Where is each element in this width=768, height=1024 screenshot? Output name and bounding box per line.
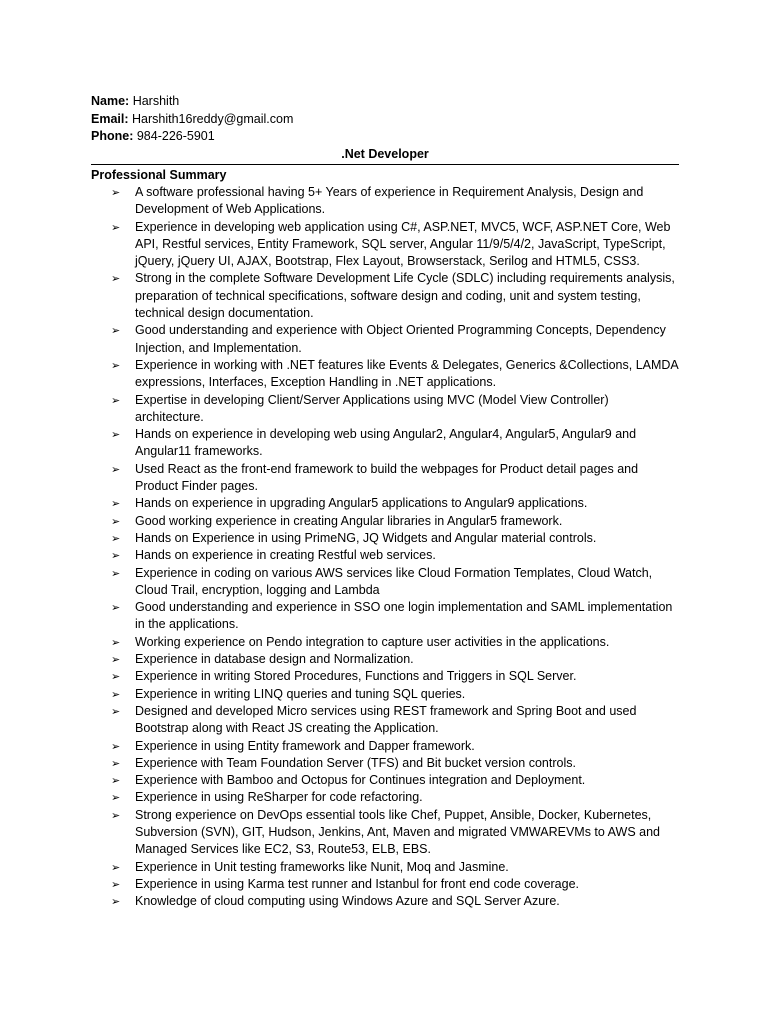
summary-bullet-item [91,859,679,876]
summary-bullet-item [91,495,679,512]
summary-bullet-text: Knowledge of cloud computing using Windows Azure and SQL Server Azure. [135,894,560,909]
arrow-bullet-icon: ➢ [111,739,121,753]
summary-bullet-text: Experience in writing Stored Procedures, Functions and Triggers in SQL Server. [135,669,577,684]
arrow-bullet-icon: ➢ [111,670,121,684]
summary-bullet-text: Working experience on Pendo integration to capture user activities in the applications. [135,634,610,649]
job-title: .Net Developer [341,146,429,161]
summary-bullet-text: Experience in working with .NET features like Events & Delegates, Generics &Collections, LAMDA expressions, Interfaces, Exception Handling in .NET applications. [135,357,679,390]
summary-bullet-text: Expertise in developing Client/Server Applications using MVC (Model View Controller) architecture. [135,392,609,424]
summary-bullet-text: Hands on Experience in using PrimeNG, JQ Widgets and Angular material controls. [135,530,597,545]
summary-bullet-item [91,426,679,461]
arrow-bullet-icon: ➢ [111,462,121,476]
summary-bullet-text: Hands on experience in developing web using Angular2, Angular4, Angular5, Angular9 and Angular11 frameworks. [135,427,637,459]
arrow-bullet-icon: ➢ [111,393,121,407]
resume-page [91,93,679,910]
arrow-bullet-icon: ➢ [111,428,121,442]
summary-bullet-text: Experience in using Entity framework and Dapper framework. [135,738,475,753]
section-title-professional-summary: Professional Summary [91,164,679,184]
arrow-bullet-icon: ➢ [111,186,121,199]
contact-phone [91,128,679,146]
arrow-bullet-icon: ➢ [111,791,121,805]
summary-bullet-item [91,703,679,738]
summary-bullet-text: Experience in Unit testing frameworks like Nunit, Moq and Jasmine. [135,859,509,874]
email-label: Email: [91,111,129,126]
arrow-bullet-icon: ➢ [111,358,121,372]
contact-email [91,111,679,129]
summary-bullet-text: Good understanding and experience in SSO one login implementation and SAML implementation in the applications. [135,600,673,632]
arrow-bullet-icon: ➢ [111,324,121,338]
summary-bullet-text: Experience with Bamboo and Octopus for Continues integration and Deployment. [135,773,586,788]
arrow-bullet-icon: ➢ [111,220,121,234]
arrow-bullet-icon: ➢ [111,756,121,770]
arrow-bullet-icon: ➢ [111,808,121,822]
phone-label: Phone: [91,129,134,143]
summary-bullet-text: Strong experience on DevOps essential tools like Chef, Puppet, Ansible, Docker, Kubernetes, Subversion (SVN), GIT, Hudson, Jenkins, Ant, Maven and migrated VMWAREVMs to AWS and Managed Services like EC2, S3, Route53, ELB, EBS. [135,807,660,857]
summary-bullet-text: Experience in database design and Normalization. [135,652,414,667]
arrow-bullet-icon: ➢ [111,601,121,615]
arrow-bullet-icon: ➢ [111,687,121,701]
summary-bullet-item [91,686,679,703]
summary-bullet-text: Good understanding and experience with Object Oriented Programming Concepts, Dependency Injection, and Implementation. [135,323,666,355]
summary-bullet-item [91,738,679,755]
summary-bullet-item [91,392,679,427]
summary-bullet-text: Strong in the complete Software Development Life Cycle (SDLC) including requirements analysis, preparation of technical specifications, software design and coding, unit and system testing, technical design documentation. [135,271,675,321]
summary-bullet-text: Experience in coding on various AWS services like Cloud Formation Templates, Cloud Watch, Cloud Trail, encryption, logging and Lambda [135,565,653,597]
summary-bullet-item [91,651,679,668]
summary-bullet-item [91,270,679,322]
arrow-bullet-icon: ➢ [111,566,121,580]
summary-bullet-text: Hands on experience in upgrading Angular5 applications to Angular9 applications. [135,496,588,511]
arrow-bullet-icon: ➢ [111,549,121,563]
arrow-bullet-icon: ➢ [111,635,121,649]
summary-bullet-item [91,547,679,564]
summary-bullet-item [91,530,679,547]
arrow-bullet-icon: ➢ [111,877,121,891]
name-value: Harshith [132,94,180,108]
summary-bullet-item [91,322,679,357]
phone-value: 984-226-5901 [136,129,215,143]
summary-bullet-item [91,876,679,893]
summary-bullet-text: Good working experience in creating Angular libraries in Angular5 framework. [135,513,563,528]
summary-bullet-item [91,219,679,271]
arrow-bullet-icon: ➢ [111,514,121,528]
summary-bullet-item [91,807,679,859]
summary-bullet-text: Experience with Team Foundation Server (TFS) and Bit bucket version controls. [135,755,576,770]
arrow-bullet-icon: ➢ [111,774,121,788]
name-label: Name: [91,94,130,108]
arrow-bullet-icon: ➢ [111,531,121,545]
summary-bullet-item [91,513,679,530]
summary-bullet-list [91,184,679,910]
summary-bullet-item [91,184,679,219]
summary-bullet-item [91,565,679,600]
summary-bullet-item [91,789,679,806]
contact-name [91,93,679,111]
arrow-bullet-icon: ➢ [111,860,121,874]
summary-bullet-text: Designed and developed Micro services using REST framework and Spring Boot and used Bootstrap along with React JS creating the Application. [135,703,637,736]
arrow-bullet-icon: ➢ [111,653,121,667]
summary-bullet-item [91,357,679,392]
arrow-bullet-icon: ➢ [111,895,121,909]
arrow-bullet-icon: ➢ [111,272,121,286]
arrow-bullet-icon: ➢ [111,704,121,718]
summary-bullet-item [91,668,679,685]
arrow-bullet-icon: ➢ [111,497,121,511]
summary-bullet-item [91,461,679,496]
summary-bullet-text: Experience in using Karma test runner and Istanbul for front end code coverage. [135,876,580,891]
summary-bullet-text: Experience in developing web application using C#, ASP.NET, MVC5, WCF, ASP.NET Core, Web API, Restful services, Entity Framework, SQL server, Angular 11/9/5/4/2, JavaScript, TypeScript, jQuery, jQuery UI, AJAX, Bootstrap, Flex Layout, Browserstack, Serilog and HTML5, CSS3. [135,219,671,269]
summary-bullet-item [91,755,679,772]
summary-bullet-item [91,893,679,910]
email-value: Harshith16reddy@gmail.com [132,111,294,126]
summary-bullet-text: A software professional having 5+ Years of experience in Requirement Analysis, Design and Development of Web Applications. [135,185,644,217]
summary-bullet-text: Experience in using ReSharper for code refactoring. [135,790,423,805]
summary-bullet-text: Hands on experience in creating Restful web services. [135,548,436,563]
summary-bullet-item [91,634,679,651]
summary-bullet-item [91,599,679,634]
summary-bullet-item [91,772,679,789]
summary-bullet-text: Experience in writing LINQ queries and tuning SQL queries. [135,686,466,701]
summary-bullet-text: Used React as the front-end framework to build the webpages for Product detail pages and Product Finder pages. [135,461,639,494]
